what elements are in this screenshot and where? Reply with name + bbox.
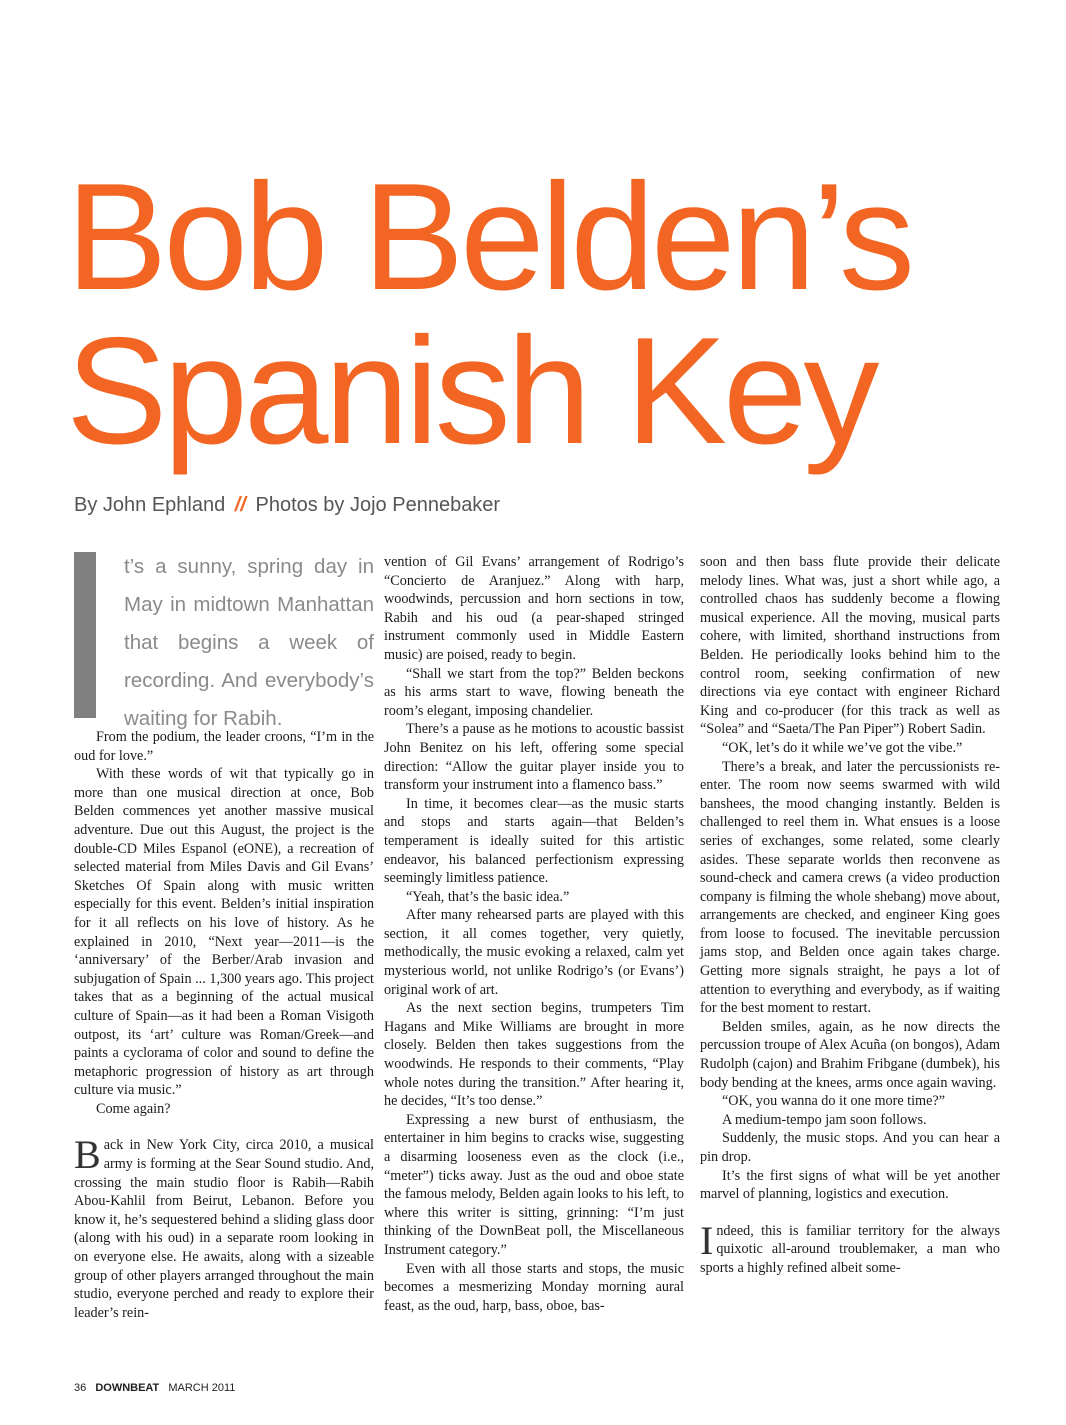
byline-separator: // <box>234 494 246 516</box>
paragraph: With these words of wit that typically go in more than one musical direction at once, Bob Belden commences yet another massive musical adventure. Due out this August, the project is the double-CD Miles Espanol (eONE), a recreation of selected material from Miles Davis and Gil Evans’ Sketches Of Spain along with music written especially for this event. Belden’s initial inspiration for it all reflects on his love of history. As he explained in 2010, “Next year—2011—is the ‘anniversary’ of the Berber/Arab invasion and subjugation of Spain ... 1,300 years ago. This project takes that as a beginning of the actual musical culture of Spain—as it had been a Roman Visigoth outpost, its ‘art’ culture was Roman/Greek—and paints a cyclorama of color and sound to define the metaphoric progression of history as art through culture via music.” <box>74 766 374 1099</box>
paragraph: “Shall we start from the top?” Belden beckons as his arms start to wave, flowing beneath the room’s elegant, imposing chandelier. <box>384 665 684 719</box>
article-column-2 <box>384 553 684 1315</box>
paragraph: Expressing a new burst of enthusiasm, the entertainer in him begins to cracks wise, suggesting a disarming looseness even as the clock (i.e., “meter”) ticks away. Just as the oud and oboe state the famous melody, Belden again looks to his left, to where this writer is sitting, grinning: “I’m just thinking of the DownBeat poll, the Miscellaneous Instrument category.” <box>384 1111 684 1258</box>
paragraph: There’s a pause as he motions to acoustic bassist John Benitez on his left, offering some special direction: “Allow the guitar player inside you to transform your instrument into a flamenco bass.” <box>384 721 684 794</box>
paragraph: As the next section begins, trumpeters Tim Hagans and Mike Williams are brought in more closely. Belden then takes suggestions from the woodwinds. He responds to their comments, “Play whole notes during the transition.” After hearing it, he decides, “It’s too dense.” <box>384 1000 684 1110</box>
paragraph-with-dropcap <box>74 1132 374 1322</box>
paragraph: soon and then bass flute provide their delicate melody lines. What was, just a short while ago, a controlled chaos has suddenly become a flowing musical experience. All the moving, musical parts cohere, with limited, shorthand instructions from Belden. He periodically looks behind him to the control room, seeking confirmation of new directions via eye contact with engineer Richard King and co-producer (for this track as well as “Solea” and “Saeta/The Pan Piper”) Robert Sadin. <box>700 554 1000 738</box>
page-number: 36 <box>74 1382 87 1394</box>
byline-photos: Photos by Jojo Pennebaker <box>255 494 501 516</box>
title-line-2: Spanish Key <box>66 306 876 476</box>
paragraph: There’s a break, and later the percussionists re-enter. The room now seems swarmed with wild banshees, the mood changing instantly. Belden is challenged to reel them in. What ensues is a loose series of exchanges, some related, some clearly asides. These separate worlds then reconvene as sound-check and camera crews (a video production company is filming the whole shebang) move about, arrangements are checked, and engineer King goes from loose to focused. The inevitable percussion jams stop, and Belden once again takes charge. Getting more signals straight, he pays a lot of attention to everything and everybody, as if waiting for the best moment to restart. <box>700 758 1000 1017</box>
intro-dropcap-letter-i <box>74 552 96 718</box>
article-title <box>66 152 911 476</box>
paragraph: A medium-tempo jam soon follows. <box>722 1111 927 1128</box>
paragraph: From the podium, the leader croons, “I’m in the oud for love.” <box>74 729 374 764</box>
paragraph: Belden smiles, again, as he now directs the percussion troupe of Alex Acuña (on bongos), Adam Rudolph (cajon) and Brahim Fribgane (dumbek), his body bending at the knees, arms once again waving. <box>700 1018 1000 1091</box>
paragraph: “Yeah, that’s the basic idea.” <box>406 888 570 905</box>
intro-block <box>74 548 374 730</box>
paragraph: Come again? <box>96 1100 171 1117</box>
paragraph: Even with all those starts and stops, the music becomes a mesmerizing Monday morning aural feast, as the oud, harp, bass, oboe, bas- <box>384 1260 684 1314</box>
paragraph: Suddenly, the music stops. And you can hear a pin drop. <box>700 1130 1000 1165</box>
paragraph: vention of Gil Evans’ arrangement of Rodrigo’s “Concierto de Aranjuez.” Along with harp, woodwinds, percussion and horn sections in tow, Rabih and his oud (a pear-shaped stringed instrument commonly used in Middle Eastern music) are poised, ready to begin. <box>384 554 684 663</box>
paragraph: After many rehearsed parts are played with this section, it all comes together, very quietly, methodically, the music evoking a relaxed, calm yet mysterious world, not unlike Rodrigo’s (or Evans’) original work of art. <box>384 907 684 998</box>
paragraph: In time, it becomes clear—as the music starts and stops and starts again—that Belden’s temperament is ideally suited for this artistic endeavor, his balanced perfectionism expressing seemingly limitless patience. <box>384 795 684 887</box>
paragraph-text: ndeed, this is familiar territory for the always quixotic all-around troublemaker, a man who sports a highly refined albeit some- <box>700 1222 1000 1276</box>
title-line-1: Bob Belden’s <box>66 152 911 322</box>
paragraph-with-dropcap <box>700 1217 1000 1278</box>
paragraph-text: ack in New York City, circa 2010, a musical army is forming at the Sear Sound studio. And, crossing the main studio floor is Rabih—Rabih Abou-Kahlil from Beirut, Lebanon. Before you know it, he’s sequestered behind a sliding glass door (along with his oud) in a separate room looking in on everyone else. He awaits, along with a sizeable group of other players arranged throughout the main studio, everyone perched and ready to explore their leader’s rein- <box>74 1137 374 1321</box>
byline <box>74 494 500 517</box>
paragraph: It’s the first signs of what will be yet another marvel of planning, logistics and execution. <box>700 1167 1000 1203</box>
paragraph: “OK, you wanna do it one more time?” <box>722 1093 945 1110</box>
article-column-1 <box>74 728 374 1322</box>
page-footer <box>74 1382 235 1394</box>
paragraph: “OK, let’s do it while we’ve got the vibe.” <box>722 739 963 756</box>
article-column-3 <box>700 553 1000 1278</box>
intro-text: t’s a sunny, spring day in May in midtown Manhattan that begins a week of recording. And everybody’s waiting for Rabih. <box>124 555 374 730</box>
issue-date: MARCH 2011 <box>168 1382 236 1394</box>
byline-author: By John Ephland <box>74 494 226 516</box>
dropcap-i: I <box>700 1217 714 1263</box>
dropcap-b: B <box>74 1132 101 1178</box>
magazine-name: DOWNBEAT <box>95 1382 160 1394</box>
